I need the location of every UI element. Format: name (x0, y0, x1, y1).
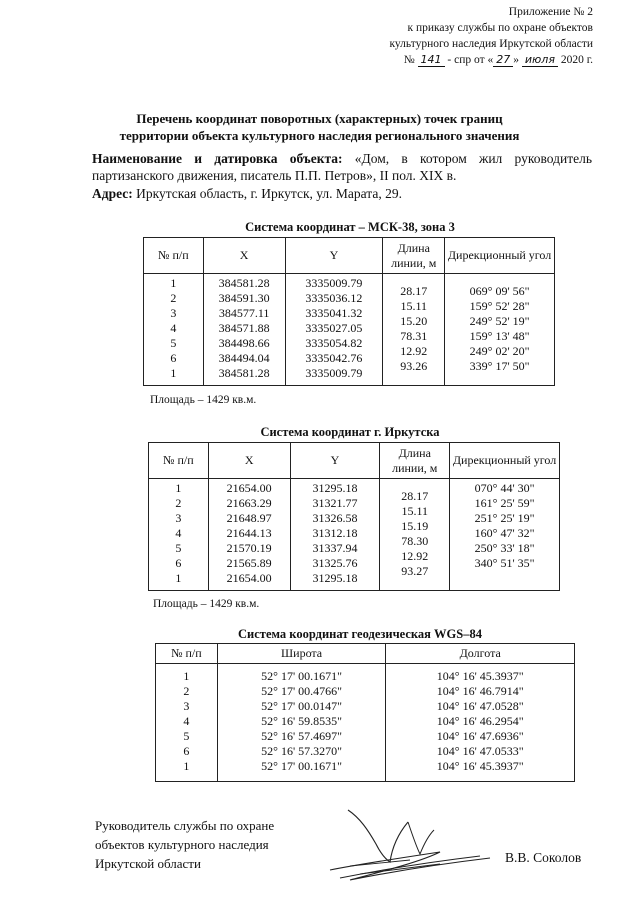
irk-y: 31325.76 (312, 556, 358, 570)
irk-length: 28.17 (401, 489, 429, 503)
msk-col-length (383, 274, 445, 386)
irk-angle: 251° 25' 19" (474, 511, 535, 525)
order-number: 141 (418, 53, 445, 67)
msk-y: 3335042.76 (305, 351, 363, 365)
signatory-line1: Руководитель службы по охране (95, 818, 275, 833)
wgs-lon: 104° 16' 46.2954" (436, 714, 524, 728)
irk-num: 1 (175, 571, 182, 585)
appendix-line1: Приложение № 2 (508, 6, 593, 18)
appendix-line3: культурного наследия Иркутской области (389, 38, 593, 50)
msk-area: Площадь – 1429 кв.м. (150, 394, 257, 406)
wgs-lat: 52° 17' 00.0147" (261, 699, 343, 713)
wgs-num: 1 (183, 759, 190, 773)
appendix-order-line (293, 52, 593, 68)
msk-y: 3335054.82 (305, 336, 363, 350)
msk-length: 15.20 (400, 314, 428, 328)
irk-header-angle: Дирекционный угол (450, 443, 560, 479)
irk-angle: 160° 47' 32" (474, 526, 535, 540)
irk-length: 15.11 (401, 504, 429, 518)
msk-length: 15.11 (400, 299, 428, 313)
wgs-lat: 52° 16' 57.4697" (261, 729, 343, 743)
title-line1: Перечень координат поворотных (характерных) точек границ (136, 111, 503, 126)
msk-angle: 159° 52' 28" (469, 299, 530, 313)
object-name-value: «Дом, в котором жил руководитель партизанского движения, писатель П.П. Петров», II пол. XIX в. (92, 151, 592, 183)
msk-y: 3335027.05 (305, 321, 363, 335)
irk-header-length: Длина линии, м (380, 443, 450, 479)
irk-header-x: X (208, 443, 290, 479)
wgs-col-lat (217, 664, 386, 782)
irk-x: 21648.97 (226, 511, 272, 525)
wgs-num: 5 (183, 729, 190, 743)
signatory-line2: объектов культурного наследия (95, 837, 269, 852)
msk-num: 6 (170, 351, 177, 365)
msk-length: 12.92 (400, 344, 428, 358)
wgs-col-lon (386, 664, 575, 782)
msk-num: 1 (170, 366, 177, 380)
msk-y: 3335009.79 (305, 276, 363, 290)
msk-x: 384591.30 (218, 291, 270, 305)
irk-col-num (149, 479, 209, 591)
wgs-lat: 52° 16' 57.3270" (261, 744, 343, 758)
signatory-position (95, 816, 274, 873)
document-title (0, 110, 639, 144)
wgs-num: 2 (183, 684, 190, 698)
msk-col-x (203, 274, 285, 386)
irk-angle: 070° 44' 30" (474, 481, 535, 495)
order-no-prefix: № (403, 54, 415, 66)
msk-x: 384581.28 (218, 276, 270, 290)
irk-y: 31295.18 (312, 481, 358, 495)
irk-num: 4 (175, 526, 182, 540)
wgs-lon: 104° 16' 47.0533" (436, 744, 524, 758)
irk-x: 21663.29 (226, 496, 272, 510)
wgs-num: 6 (183, 744, 190, 758)
msk-angle: 249° 02' 20" (469, 344, 530, 358)
irk-y: 31321.77 (312, 496, 358, 510)
irk-length: 15.19 (401, 519, 429, 533)
msk-col-angle (445, 274, 555, 386)
msk-x: 384577.11 (218, 306, 270, 320)
appendix-line2: к приказу службы по охране объектов (407, 22, 593, 34)
irk-col-angle (450, 479, 560, 591)
wgs-lat: 52° 17' 00.1671" (261, 669, 343, 683)
wgs-header-lat: Широта (217, 644, 386, 664)
wgs-lat: 52° 16' 59.8535" (261, 714, 343, 728)
msk-x: 384498.66 (218, 336, 270, 350)
irk-length: 78.30 (401, 534, 429, 548)
msk-angle: 159° 13' 48" (469, 329, 530, 343)
wgs-lat: 52° 17' 00.4766" (261, 684, 343, 698)
msk-num: 5 (170, 336, 177, 350)
irk-y: 31295.18 (312, 571, 358, 585)
irk-x: 21644.13 (226, 526, 272, 540)
wgs-lon: 104° 16' 46.7914" (436, 684, 524, 698)
order-month: июля (522, 53, 558, 67)
msk-num: 4 (170, 321, 177, 335)
wgs-col-num (156, 664, 218, 782)
msk-angle: 339° 17' 50" (469, 359, 530, 373)
irk-angle: 161° 25' 59" (474, 496, 535, 510)
irk-header-y: Y (290, 443, 380, 479)
address-label: Адрес: (92, 186, 133, 201)
wgs-header-lon: Долгота (386, 644, 575, 664)
msk-y: 3335009.79 (305, 366, 363, 380)
msk-y: 3335041.32 (305, 306, 363, 320)
irk-angle: 340° 51' 35" (474, 556, 535, 570)
address-value: Иркутская область, г. Иркутск, ул. Марата, 29. (136, 186, 402, 201)
msk-header-y: Y (285, 238, 383, 274)
title-line2: территории объекта культурного наследия регионального значения (119, 128, 520, 143)
wgs-lon: 104° 16' 45.3937" (436, 759, 524, 773)
wgs-num: 3 (183, 699, 190, 713)
wgs-lon: 104° 16' 47.6936" (436, 729, 524, 743)
irk-length: 93.27 (401, 564, 429, 578)
order-day: 27 (493, 53, 513, 67)
msk-num: 1 (170, 276, 177, 290)
irk-col-y (290, 479, 380, 591)
order-quote: » (513, 54, 520, 66)
msk-caption: Система координат – МСК-38, зона 3 (245, 220, 455, 234)
msk-angle: 249° 52' 19" (469, 314, 530, 328)
object-address (92, 185, 402, 202)
msk-x: 384571.88 (218, 321, 270, 335)
msk-header-angle: Дирекционный угол (445, 238, 555, 274)
irk-x: 21570.19 (226, 541, 272, 555)
irk-num: 5 (175, 541, 182, 555)
irk-col-x (208, 479, 290, 591)
irk-num: 1 (175, 481, 182, 495)
appendix-header (293, 4, 593, 68)
irk-header-num: № п/п (149, 443, 209, 479)
irk-area: Площадь – 1429 кв.м. (153, 598, 260, 610)
irk-col-length (380, 479, 450, 591)
wgs-table (155, 643, 575, 782)
irk-num: 6 (175, 556, 182, 570)
object-name (92, 150, 592, 184)
msk-length: 28.17 (400, 284, 428, 298)
msk-length: 93.26 (400, 359, 428, 373)
object-name-label: Наименование и датировка объекта: (92, 151, 343, 166)
wgs-lat: 52° 17' 00.1671" (261, 759, 343, 773)
wgs-lon: 104° 16' 47.0528" (436, 699, 524, 713)
irk-y: 31326.58 (312, 511, 358, 525)
irk-num: 2 (175, 496, 182, 510)
irk-table (148, 442, 560, 591)
msk-x: 384494.04 (218, 351, 270, 365)
signatory-line3: Иркутской области (95, 856, 201, 871)
wgs-caption: Система координат геодезическая WGS–84 (238, 627, 482, 641)
irk-num: 3 (175, 511, 182, 525)
msk-header-length: Длина линии, м (383, 238, 445, 274)
msk-header-num: № п/п (144, 238, 204, 274)
msk-col-y (285, 274, 383, 386)
msk-x: 384581.28 (218, 366, 270, 380)
msk-col-num (144, 274, 204, 386)
msk-angle: 069° 09' 56" (469, 284, 530, 298)
msk-num: 2 (170, 291, 177, 305)
msk-y: 3335036.12 (305, 291, 363, 305)
irk-x: 21565.89 (226, 556, 272, 570)
msk-table (143, 237, 555, 386)
order-year: 2020 г. (560, 54, 593, 66)
irk-y: 31337.94 (312, 541, 358, 555)
wgs-lon: 104° 16' 45.3937" (436, 669, 524, 683)
wgs-num: 1 (183, 669, 190, 683)
order-middle: - спр от « (447, 54, 494, 66)
irk-caption: Система координат г. Иркутска (260, 425, 440, 439)
msk-num: 3 (170, 306, 177, 320)
wgs-num: 4 (183, 714, 190, 728)
irk-x: 21654.00 (226, 481, 272, 495)
irk-x: 21654.00 (226, 571, 272, 585)
irk-angle: 250° 33' 18" (474, 541, 535, 555)
msk-length: 78.31 (400, 329, 428, 343)
irk-length: 12.92 (401, 549, 429, 563)
wgs-header-num: № п/п (156, 644, 218, 664)
msk-header-x: X (203, 238, 285, 274)
irk-y: 31312.18 (312, 526, 358, 540)
signatory-name: В.В. Соколов (505, 850, 582, 865)
handwritten-signature (320, 800, 510, 890)
